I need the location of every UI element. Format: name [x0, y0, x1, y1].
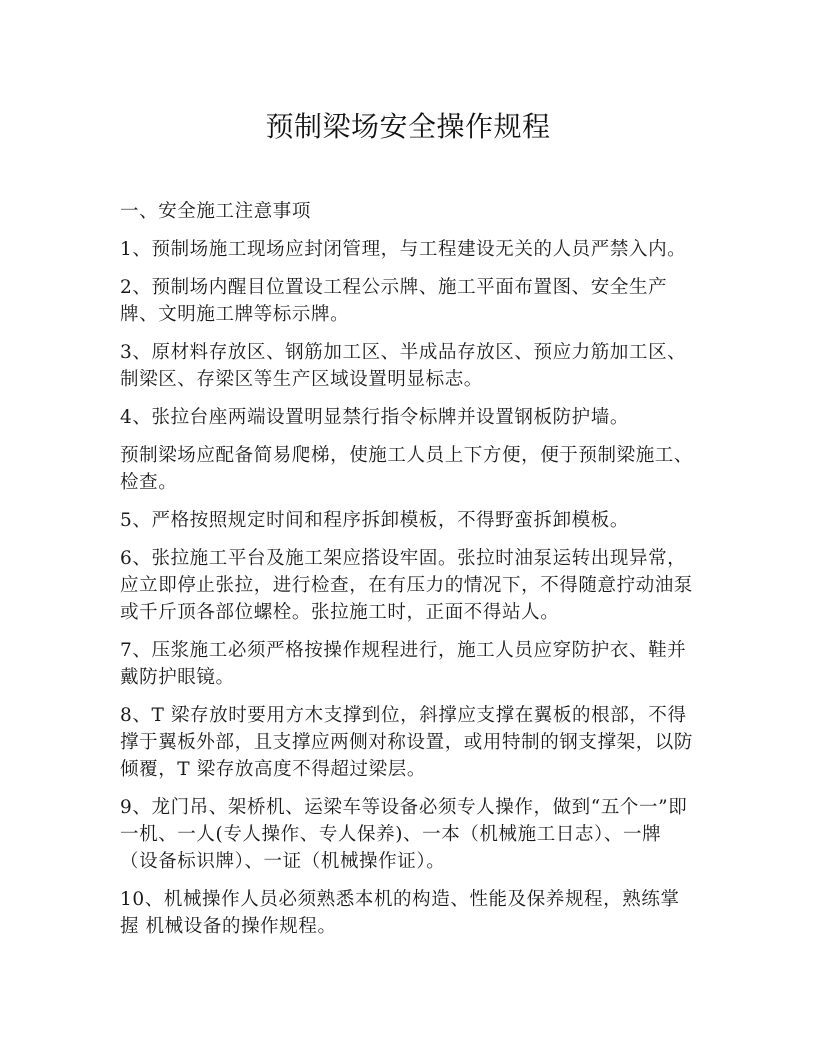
paragraph: 5、严格按照规定时间和程序拆卸模板，不得野蛮拆卸模板。 — [120, 510, 629, 531]
paragraph: 7、压浆施工必须严格按操作规程进行，施工人员应穿防护衣、鞋并戴防护眼镜。 — [120, 640, 687, 688]
paragraph: 9、龙门吊、架桥机、运梁车等设备必须专人操作，做到“五个一”即一机、一人(专人操作、专人保养)、一本（机械施工日志）、一牌（设备标识牌）、一证（机械操作证）。 — [120, 797, 688, 872]
paragraph: 预制梁场应配备简易爬梯，使施工人员上下方便，便于预制梁施工、检查。 — [120, 445, 694, 493]
paragraph: 2、预制场内醒目位置设工程公示牌、施工平面布置图、安全生产牌、文明施工牌等标示牌。 — [120, 277, 668, 325]
section-heading: 一、安全施工注意事项 — [120, 201, 312, 222]
paragraph: 4、张拉台座两端设置明显禁行指令标牌并设置钢板防护墙。 — [120, 407, 629, 428]
document-body — [120, 198, 696, 951]
paragraph: 6、张拉施工平台及施工架应搭设牢固。张拉时油泵运转出现异常，应立即停止张拉，进行检查，在有压力的情况下，不得随意拧动油泵或千斤顶各部位螺栓。张拉施工时，正面不得站人。 — [120, 548, 694, 623]
paragraph: 8、T 梁存放时要用方木支撑到位，斜撑应支撑在翼板的根部，不得撑于翼板外部，且支撑应两侧对称设置，或用特制的钢支撑架，以防倾覆，T 梁存放高度不得超过梁层。 — [120, 705, 694, 780]
paragraph: 3、原材料存放区、钢筋加工区、半成品存放区、预应力筋加工区、制梁区、存梁区等生产区域设置明显标志。 — [120, 342, 687, 390]
paragraph: 1、预制场施工现场应封闭管理，与工程建设无关的人员严禁入内。 — [120, 239, 687, 260]
paragraph: 10、机械操作人员必须熟悉本机的构造、性能及保养规程，熟练掌握 机械设备的操作规程。 — [120, 889, 680, 937]
document-title: 预制梁场安全操作规程 — [265, 110, 551, 143]
